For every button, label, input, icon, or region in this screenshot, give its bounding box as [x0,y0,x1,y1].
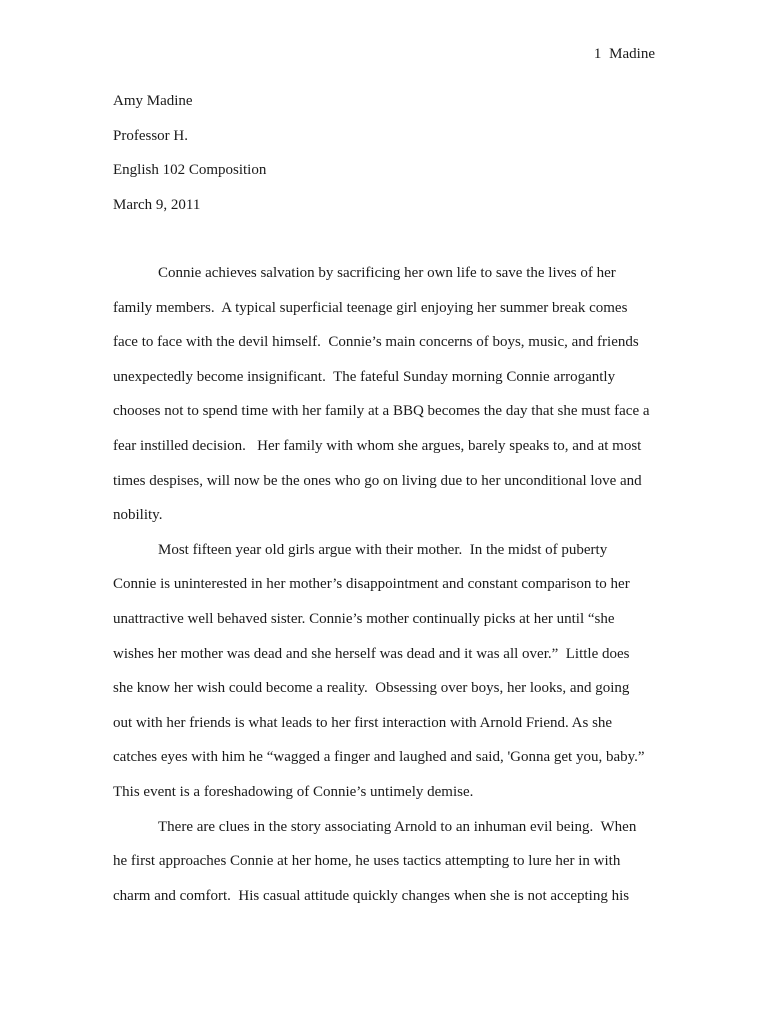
paragraph-line: Most fifteen year old girls argue with their mother. In the midst of puberty [158,541,608,558]
header-surname: Madine [609,46,655,62]
paragraph-line: Connie is uninterested in her mother’s disappointment and constant comparison to her [113,576,630,593]
document-date: March 9, 2011 [113,196,201,213]
paragraph-line: she know her wish could become a reality. Obsessing over boys, her looks, and going [113,680,630,697]
paragraph-line: face to face with the devil himself. Connie’s main concerns of boys, music, and friends [113,334,639,351]
course-name: English 102 Composition [113,162,267,179]
paragraph-line: times despises, will now be the ones who go on living due to her unconditional love and [113,472,642,489]
paragraph-line: Connie achieves salvation by sacrificing her own life to save the lives of her [158,265,616,281]
paragraph-line: chooses not to spend time with her family at a BBQ becomes the day that she must face a [113,403,650,420]
paragraph-line: charm and comfort. His casual attitude quickly changes when she is not accepting his [113,887,630,904]
heading-block [113,91,658,229]
paragraph-line: unattractive well behaved sister. Connie’s mother continually picks at her until “she [113,610,615,627]
paragraph-line: fear instilled decision. Her family with whom she argues, barely speaks to, and at most [113,437,642,454]
page-number: 1 [593,46,602,62]
paragraph-line: he first approaches Connie at her home, he uses tactics attempting to lure her in with [113,853,621,870]
paragraph-line: catches eyes with him he “wagged a finger and laughed and said, 'Gonna get you, baby.” [113,749,645,766]
professor-name: Professor H. [113,127,188,144]
paragraph-line: This event is a foreshadowing of Connie’s untimely demise. [113,783,474,800]
paragraph-line: out with her friends is what leads to her first interaction with Arnold Friend. As she [113,714,613,731]
paragraph-line: family members. A typical superficial teenage girl enjoying her summer break comes [113,299,628,316]
author-name: Amy Madine [113,93,193,109]
paragraph-line: nobility. [113,507,163,524]
paragraph-line: wishes her mother was dead and she herself was dead and it was all over.” Little does [113,645,630,662]
page-header [594,44,655,64]
paragraph-line: There are clues in the story associating Arnold to an inhuman evil being. When [158,818,637,835]
paragraph-line: unexpectedly become insignificant. The fateful Sunday morning Connie arrogantly [113,368,616,385]
essay-body [113,263,658,920]
